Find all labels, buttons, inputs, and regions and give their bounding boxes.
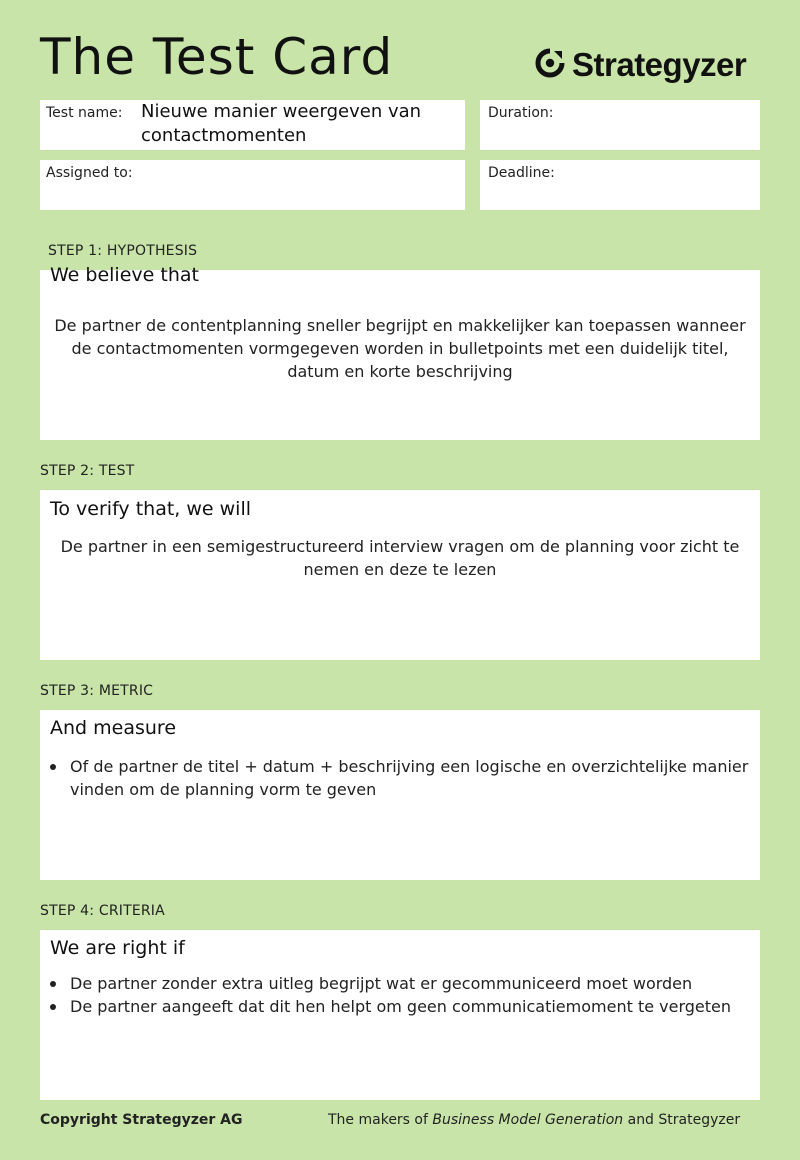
criteria-box[interactable] [40,930,760,1100]
assigned-to-field[interactable] [40,160,465,210]
step-4-label: STEP 4: CRITERIA [40,903,165,919]
list-item: De partner aangeeft dat dit hen helpt om geen communicatiemoment te vergeten [70,995,760,1018]
makers-suffix: and Strategyzer [627,1112,741,1128]
step-3-label: STEP 3: METRIC [40,683,154,699]
card-title: The Test Card [40,28,394,86]
hypothesis-heading: We believe that [50,264,199,286]
duration-field[interactable] [480,100,760,150]
strategyzer-logo-icon [534,47,566,83]
deadline-field[interactable] [480,160,760,210]
copyright-text: Copyright Strategyzer AG [40,1112,243,1128]
test-box[interactable] [40,490,760,660]
criteria-bullets [70,972,760,1018]
test-heading: To verify that, we will [50,498,252,520]
makers-text [328,1112,740,1128]
hypothesis-box[interactable] [40,264,760,440]
list-item: Of de partner de titel + datum + beschrijving een logische en overzichtelijke manier vinden om de planning vorm te geven [70,755,760,801]
metric-box[interactable] [40,710,760,880]
brand-name: Strategyzer [572,46,747,83]
brand-logo [534,46,746,84]
test-name-value: Nieuwe manier weergeven van contactmomenten [141,101,422,146]
test-name-field[interactable] [40,100,465,150]
list-item: De partner zonder extra uitleg begrijpt wat er gecommuniceerd moet worden [70,972,760,995]
assigned-to-label: Assigned to: [46,165,133,181]
step-1-label: STEP 1: HYPOTHESIS [48,243,198,259]
makers-prefix: The makers of [328,1112,428,1128]
duration-label: Duration: [488,105,554,121]
step-2-label: STEP 2: TEST [40,463,135,479]
makers-book-title: Business Model Generation [432,1112,624,1128]
deadline-label: Deadline: [488,165,555,181]
criteria-heading: We are right if [50,937,185,959]
test-text: De partner in een semigestructureerd interview vragen om de planning voor zicht te nemen en deze te lezen [60,537,740,579]
hypothesis-text: De partner de contentplanning sneller begrijpt en makkelijker kan toepassen wanneer de contactmomenten vormgegeven worden in bulletpoints met een duidelijk titel, datum en korte beschrijving [54,316,746,381]
metric-heading: And measure [50,717,177,739]
metric-bullets [70,755,760,801]
test-name-label: Test name: [46,105,123,121]
